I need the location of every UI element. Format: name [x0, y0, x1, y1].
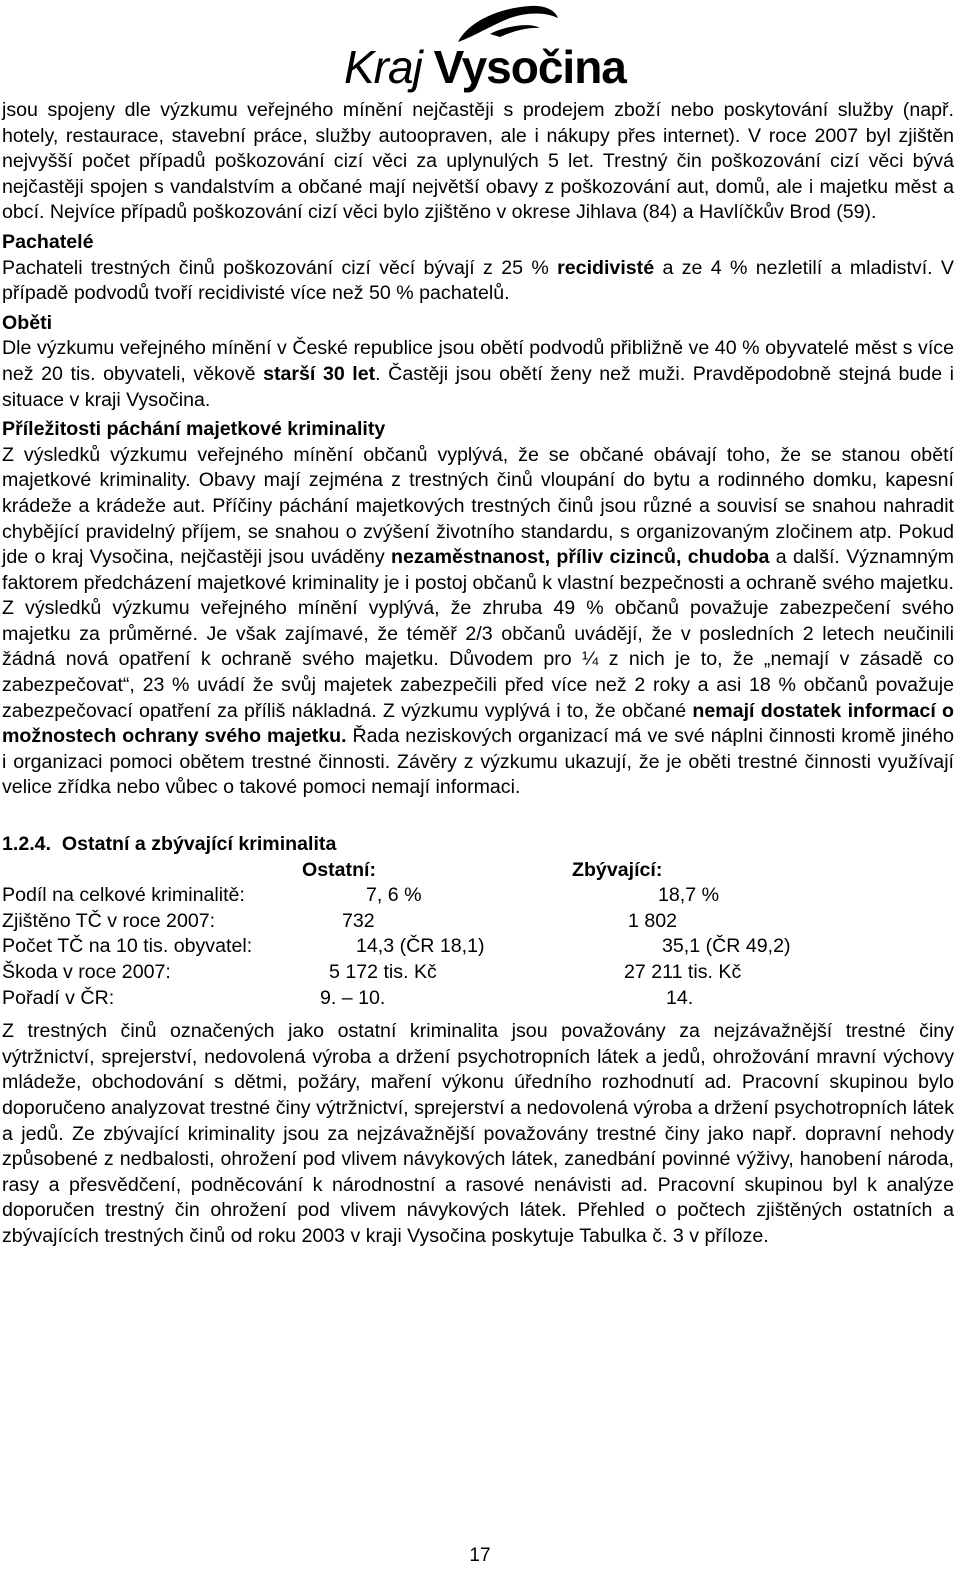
- crime-stats-table: [2, 858, 952, 1012]
- col-header-ostatni: Ostatní:: [302, 858, 377, 881]
- row-zbyvajici: 27 211 tis. Kč: [624, 961, 742, 983]
- section-number: 1.2.4.: [2, 833, 52, 856]
- row-ostatni: 732: [342, 909, 375, 932]
- heading-obeti: Oběti: [2, 311, 53, 334]
- table-row: [2, 960, 952, 986]
- table-row: [2, 986, 952, 1012]
- row-label: Podíl na celkové kriminalitě:: [2, 884, 245, 907]
- logo-word-vysocina: Vysočina: [433, 41, 626, 93]
- row-label: Pořadí v ČR:: [2, 986, 115, 1009]
- prilezitosti-bold-2: nemají dostatek informací o možnostech ochrany svého majetku.: [2, 699, 954, 748]
- stats-header-empty: [2, 858, 302, 884]
- document-body: [2, 98, 954, 1250]
- section-heading: [2, 832, 954, 858]
- obeti-text-1: Dle výzkumu veřejného mínění v České republice jsou obětí podvodů přibližně ve 40 % obyvatelé měst s více než 20 tis. obyvateli, věkově: [2, 337, 954, 385]
- prilezitosti-text-2: a další. Významným faktorem předcházení majetkové kriminality je i postoj občanů k vlastní bezpečnosti a ochraně svého majetku. Z výsledků výzkumu veřejného mínění vyplývá, že zhruba 49 % občanů považuje zabezpečení svého majetku za průměrné. Je však zajímavé, že téměř 2/3 občanů uvádějí, že v posledních 2 letech neučinili žádná nová opatření k ochraně svého majetku. Důvodem pro ¼ z nich je to, že „nemají v zásadě co zabezpečovat“, 23 % uvádí že svůj majetek zabezpečili před více než 2 roky a asi 18 % občanů považuje zabezpečovací opatření za příliš nákladná. Z výzkumu vyplývá i to, že občané: [2, 546, 954, 722]
- table-row: [2, 909, 952, 935]
- section-title: Ostatní a zbývající kriminalita: [61, 833, 337, 856]
- intro-paragraph: jsou spojeny dle výzkumu veřejného mínění nejčastěji s prodejem zboží nebo poskytování služby (např. hotely, restaurace, stavební práce, služby autoopraven, ale i nákupy přes internet). V roce 2007 byl zjištěn nejvyšší počet případů poškozování cizí věci za uplynulých 5 let. Trestný čin poškozování cizí věci bývá nejčastěji spojen s vandalstvím a občané mají největší obavy z poškozování aut, domů, ale i majetku měst a obcí. Nejvíce případů poškozování cizí věci bylo zjištěno v okrese Jihlava (84) a Havlíčkův Brod (59).: [2, 99, 954, 224]
- row-label: Zjištěno TČ v roce 2007:: [2, 909, 216, 932]
- row-zbyvajici: 18,7 %: [658, 884, 720, 907]
- logo-word-kraj: Kraj: [344, 41, 422, 93]
- prilezitosti-text-1: Z výsledků výzkumu veřejného mínění občanů vyplývá, že se občané obávají toho, že se stanou obětí majetkové kriminality. Obavy mají zejména z trestných činů vloupání do bytu a rodinného domku, kapesní krádeže a krádeže aut. Příčiny páchání majetkových trestných činů jsou různé a souvisí se snahou nahradit chybějící pravidelný příjem, se snahou o zvýšení životního standardu, s organizovaným zločinem atp. Pokud jde o kraj Vysočina, nejčastěji jsou uváděny: [2, 443, 954, 569]
- table-row: [2, 934, 952, 960]
- row-ostatni: 9. – 10.: [320, 986, 386, 1009]
- pachatele-text-2: a ze 4 % nezletilí a mladiství. V případě podvodů tvoří recidivisté více než 50 % pachatelů.: [2, 256, 955, 305]
- row-zbyvajici: 35,1 (ČR 49,2): [662, 935, 791, 958]
- kraj-vysocina-logo: [340, 4, 626, 94]
- prilezitosti-text-3: Řada neziskových organizací má ve své náplni činnosti kromě jiného i organizaci pomoci obětem trestné činnosti. Závěry z výzkumu ukazují, že je oběti trestné činnosti využívají velice zřídka nebo vůbec o takové pomoci nemají informaci.: [2, 725, 954, 799]
- row-label: Počet TČ na 10 tis. obyvatel:: [2, 935, 253, 958]
- row-zbyvajici: 14.: [666, 986, 694, 1009]
- pachatele-text-1: Pachateli trestných činů poškozování cizí věcí bývají z 25 %: [2, 256, 558, 279]
- row-label: Škoda v roce 2007:: [2, 961, 171, 983]
- col-header-zbyvajici: Zbývající:: [572, 858, 663, 881]
- obeti-bold-1: starší 30 let: [263, 362, 376, 385]
- row-ostatni: 14,3 (ČR 18,1): [356, 935, 485, 958]
- page-number: 17: [469, 1545, 491, 1566]
- closing-paragraph: Z trestných činů označených jako ostatní kriminalita jsou považovány za nejzávažnější trestné činy výtržnictví, sprejerství, nedovolená výroba a držení psychotropních látek a jedů, ohrožování mravní výchovy mládeže, obchodování s dětmi, požáry, maření výkonu úředního rozhodnutí ad. Pracovní skupinou bylo doporučeno analyzovat trestné činy výtržnictví, sprejerství a nedovolená výroba a držení psychotropních látek a jedů. Ze zbývající kriminality jsou za nejzávažnější považovány trestné činy jako např. dopravní nehody způsobené z nedbalosti, ohrožení pod vlivem návykových látek, zanedbání povinné výživy, hanobení národa, rasy a přesvědčení, podněcování k národnostní a rasové nenávisti ad. Pracovní skupinou byl k analýze doporučen trestný čin ohrožení pod vlivem návykových látek. Přehled o počtech zjištěných ostatních a zbývajících trestných činů od roku 2003 v kraji Vysočina poskytuje Tabulka č. 3 v příloze.: [2, 1020, 954, 1247]
- stats-header-row: [2, 858, 952, 884]
- pachatele-paragraph: [2, 256, 954, 307]
- table-row: [2, 883, 952, 909]
- row-zbyvajici: 1 802: [628, 909, 678, 932]
- heading-pachatele: Pachatelé: [2, 230, 94, 253]
- prilezitosti-paragraph: [2, 443, 954, 801]
- row-ostatni: 7, 6 %: [366, 884, 422, 907]
- row-ostatni: 5 172 tis. Kč: [329, 961, 437, 983]
- heading-prilezitosti: Příležitosti páchání majetkové kriminality: [2, 418, 386, 441]
- prilezitosti-bold-1: nezaměstnanost, příliv cizinců, chudoba: [391, 546, 770, 569]
- obeti-text-2: . Častěji jsou obětí ženy než muži. Pravděpodobně stejná bude i situace v kraji Vysočina.: [2, 362, 955, 411]
- obeti-paragraph: [2, 336, 954, 413]
- pachatele-bold-1: recidivisté: [557, 256, 655, 279]
- logo-wordmark: [344, 42, 626, 92]
